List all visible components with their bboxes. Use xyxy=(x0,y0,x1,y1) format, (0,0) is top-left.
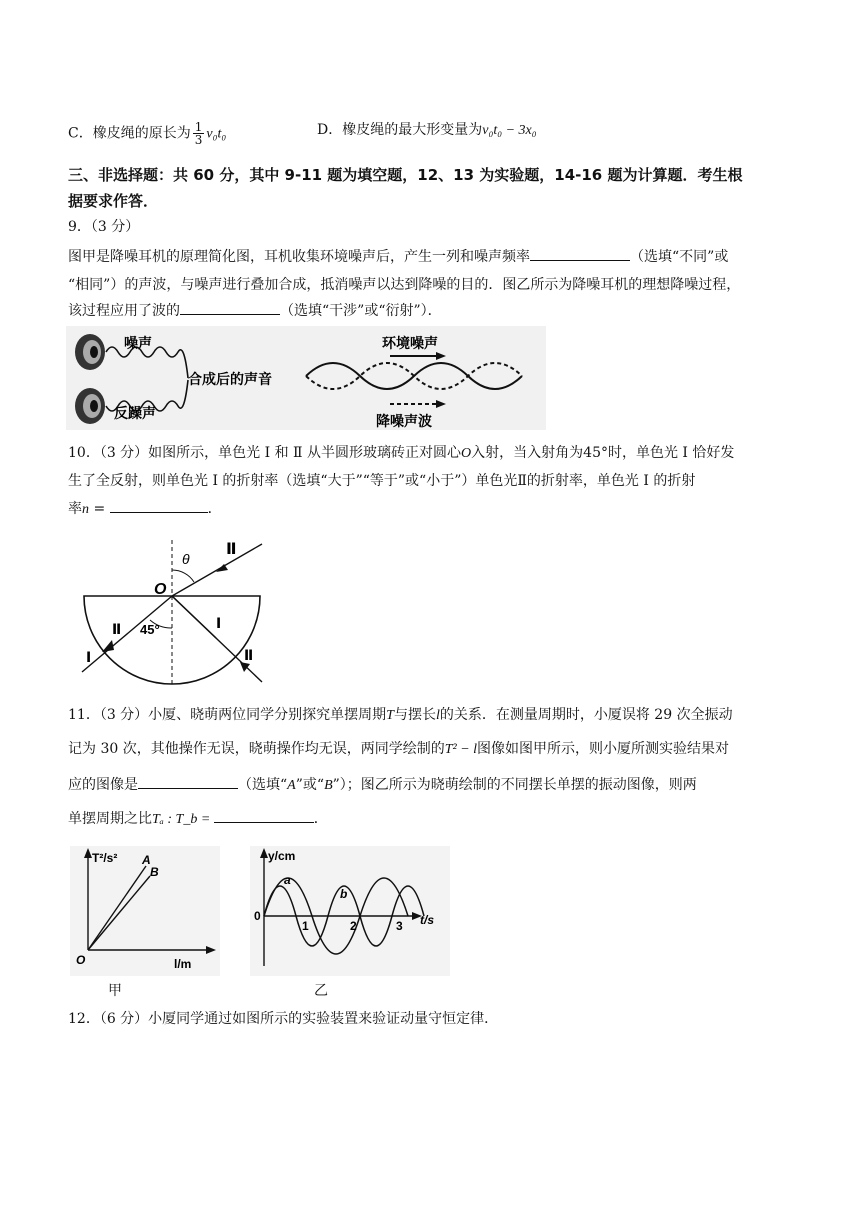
q9-header: 9．（3 分） xyxy=(68,219,140,235)
q10-blank[interactable] xyxy=(110,500,208,513)
label-ii-left: Ⅱ xyxy=(112,621,122,637)
label-45: 45° xyxy=(140,622,160,637)
label-a: A xyxy=(142,853,151,867)
option-c-expr: v₀t₀ xyxy=(206,126,227,142)
label-reduce: 降噪声波 xyxy=(376,413,432,429)
ray-i-reflect xyxy=(172,596,216,638)
q11-line3: 应的图像是 （选填“A”或“B”）；图乙所示为晓萌绘制的不同摆长单摆的振动图像，则两 xyxy=(68,777,697,793)
q9-blank-1[interactable] xyxy=(530,248,630,261)
zero-label: 0 xyxy=(254,909,261,923)
label-wave-b: b xyxy=(340,887,348,901)
label-combined: 合成后的声音 xyxy=(188,371,272,387)
q9-line3: 该过程应用了波的 （选填“干涉”或“衍射”）． xyxy=(68,303,442,319)
label-i-right: Ⅰ xyxy=(216,615,222,631)
origin-label: O xyxy=(76,953,86,967)
q10-line2: 生了全反射，则单色光 Ⅰ 的折射率（选填“大于”“等于”或“小于”）单色光Ⅱ的折射率，单色光 Ⅰ 的折射 xyxy=(68,473,696,489)
fraction-one-third: $\frac{1}{3}$ xyxy=(194,120,203,147)
label-env-noise: 环境噪声 xyxy=(382,335,438,351)
label-ii-right: Ⅱ xyxy=(244,647,254,663)
q10-line3: 率n = ． xyxy=(68,501,222,517)
caption-jia: 甲 xyxy=(108,983,122,999)
arrow-incident xyxy=(102,640,114,652)
tick-2: 2 xyxy=(350,919,357,933)
q11-blank-1[interactable] xyxy=(138,776,238,789)
speaker-icon-bottom xyxy=(75,388,105,424)
figure-b-background xyxy=(250,846,450,976)
q11-blank-2[interactable] xyxy=(214,810,314,823)
q11-line1: 11．（3 分）小厦、晓萌两位同学分别探究单摆周期T与摆长l的关系．在测量周期时，小厦误将 29 次全振动 xyxy=(68,707,733,723)
option-c-label: C．橡皮绳的原长为 xyxy=(68,125,191,142)
label-noise: 噪声 xyxy=(124,335,152,351)
y-axis-label: y/cm xyxy=(268,849,296,863)
speaker-icon-top xyxy=(75,334,105,370)
option-d-expr: v₀t₀ − 3x₀ xyxy=(482,123,537,138)
label-ii-top: Ⅱ xyxy=(226,541,237,558)
t-axis-label: t/s xyxy=(420,913,435,927)
q12-line1: 12．（6 分）小厦同学通过如图所示的实验装置来验证动量守恒定律． xyxy=(68,1011,499,1027)
label-anti-noise: 反躁声 xyxy=(114,405,156,421)
section-heading-line1: 三、非选择题：共 60 分，其中 9-11 题为填空题，12、13 为实验题，14-16 题为计算题．考生根 xyxy=(68,166,743,184)
option-c xyxy=(68,121,226,146)
option-d-label: D．橡皮绳的最大形变量为 xyxy=(317,122,483,138)
label-theta: θ xyxy=(182,551,190,567)
label-i-left: Ⅰ xyxy=(86,649,92,665)
label-wave-a: a xyxy=(284,873,291,887)
q10-line1: 10．（3 分）如图所示，单色光 Ⅰ 和 Ⅱ 从半圆形玻璃砖正对圆心O入射，当入射角为45°时，单色光 Ⅰ 恰好发 xyxy=(68,445,735,461)
q9-blank-2[interactable] xyxy=(180,302,280,315)
q9-line2: “相同”）的声波，与噪声进行叠加合成，抵消噪声以达到降噪的目的．图乙所示为降噪耳机的理想降噪过程， xyxy=(68,277,741,293)
q11-figure-b-graph xyxy=(250,846,450,976)
q11-line4: 单摆周期之比Tₐ : T_b = ． xyxy=(68,811,328,827)
q9-line1: 图甲是降噪耳机的原理简化图，耳机收集环境噪声后，产生一列和噪声频率 （选填“不同”或 xyxy=(68,249,729,265)
option-d xyxy=(317,121,537,140)
arrow-reflect xyxy=(240,662,250,672)
label-b: B xyxy=(150,865,159,879)
q10-figure-semicircle xyxy=(76,536,276,692)
section-heading-line2: 据要求作答． xyxy=(68,192,159,210)
y-axis-label: T²/s² xyxy=(92,851,118,865)
label-o: O xyxy=(154,581,167,598)
tick-3: 3 xyxy=(396,919,403,933)
q11-line2: 记为 30 次，其他操作无误，晓萌操作均无误，两同学绘制的T² − l图像如图甲所示，则小厦所测实验结果对 xyxy=(68,741,730,757)
x-axis-label: l/m xyxy=(174,957,192,971)
q9-figure-noise-cancel xyxy=(66,326,546,430)
tick-1: 1 xyxy=(302,919,309,933)
q11-figure-a-graph xyxy=(70,846,220,976)
caption-yi: 乙 xyxy=(314,983,328,999)
theta-arc xyxy=(172,570,194,582)
